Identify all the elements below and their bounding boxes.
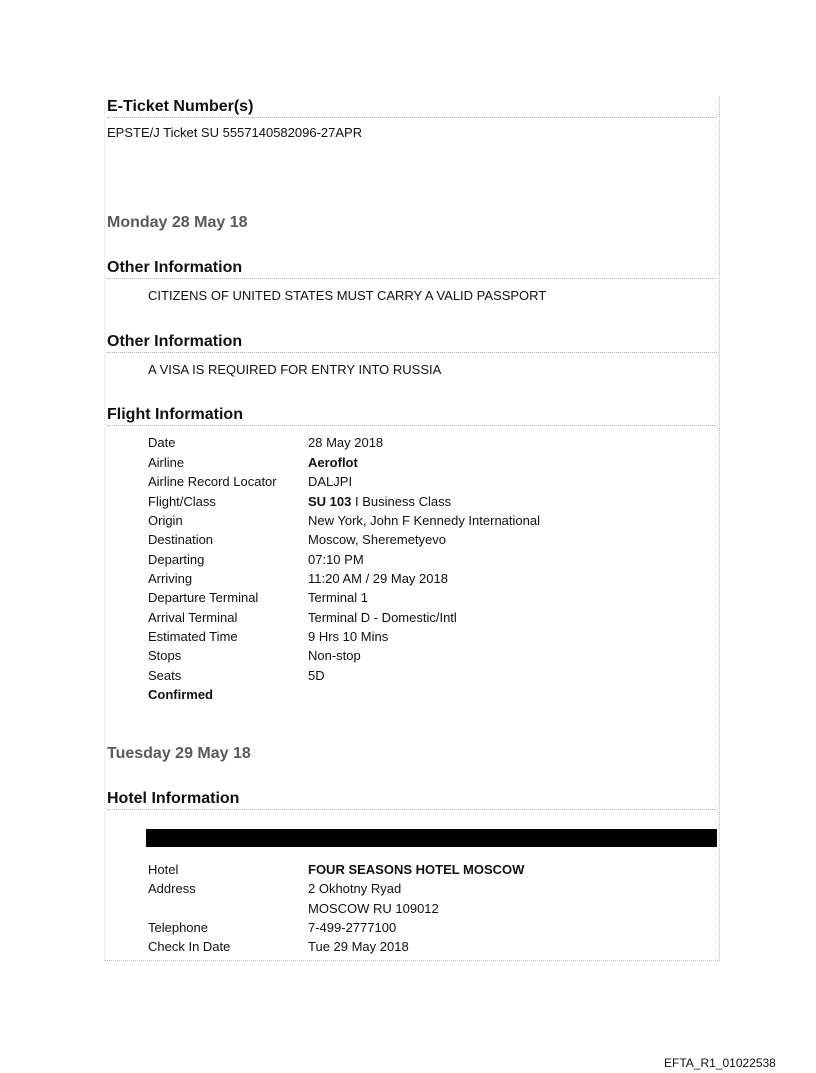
flight-label-stops: Stops	[148, 648, 182, 663]
flight-value-estimated-time: 9 Hrs 10 Mins	[308, 629, 389, 644]
flight-value-date: 28 May 2018	[308, 435, 384, 450]
hotel-value-telephone: 7-499-2777100	[308, 920, 397, 935]
flight-value-seats: 5D	[308, 668, 325, 683]
eticket-header: E-Ticket Number(s)	[107, 97, 717, 118]
flight-value-destination: Moscow, Sheremetyevo	[308, 532, 447, 547]
flight-label-origin: Origin	[148, 513, 183, 528]
flight-value-departing: 07:10 PM	[308, 552, 364, 567]
eticket-line: EPSTE/J Ticket SU 5557140582096-27APR	[107, 125, 363, 140]
flight-info-header: Flight Information	[107, 405, 717, 426]
flight-value-origin: New York, John F Kennedy International	[308, 513, 540, 528]
flight-value-record-locator: DALJPI	[308, 474, 353, 489]
hotel-value-name: FOUR SEASONS HOTEL MOSCOW	[308, 862, 525, 877]
flight-value-stops: Non-stop	[308, 648, 361, 663]
hotel-label-name: Hotel	[148, 862, 179, 877]
flight-label-arrival-terminal: Arrival Terminal	[148, 610, 238, 625]
flight-value-airline: Aeroflot	[308, 455, 358, 470]
flight-label-departing: Departing	[148, 552, 205, 567]
flight-value-departure-terminal: Terminal 1	[308, 590, 368, 605]
flight-label-departure-terminal: Departure Terminal	[148, 590, 259, 605]
flight-label-estimated-time: Estimated Time	[148, 629, 238, 644]
other-info-text-2: A VISA IS REQUIRED FOR ENTRY INTO RUSSIA	[148, 362, 442, 377]
flight-number: SU 103	[308, 494, 352, 509]
other-info-header-2: Other Information	[107, 332, 717, 353]
flight-class: I Business Class	[351, 494, 452, 509]
flight-label-airline: Airline	[148, 455, 185, 470]
flight-label-seats: Seats	[148, 668, 182, 683]
flight-value-arrival-terminal: Terminal D - Domestic/Intl	[308, 610, 457, 625]
hotel-value-address-line1: 2 Okhotny Ryad	[308, 881, 402, 896]
day-heading-tuesday: Tuesday 29 May 18	[107, 745, 251, 762]
hotel-value-check-in: Tue 29 May 2018	[308, 939, 409, 954]
other-info-header-1: Other Information	[107, 258, 717, 279]
flight-label-destination: Destination	[148, 532, 214, 547]
hotel-info-header: Hotel Information	[107, 789, 717, 810]
hotel-label-address: Address	[148, 881, 196, 896]
flight-label-flight-class: Flight/Class	[148, 494, 216, 509]
hotel-value-address-line2: MOSCOW RU 109012	[308, 901, 439, 916]
flight-value-flight-class	[308, 494, 451, 510]
hotel-label-telephone: Telephone	[148, 920, 208, 935]
day-heading-monday: Monday 28 May 18	[107, 214, 248, 231]
flight-value-arriving: 11:20 AM / 29 May 2018	[308, 571, 448, 586]
redaction-bar	[146, 829, 717, 847]
hotel-label-check-in: Check In Date	[148, 939, 231, 954]
document-id: EFTA_R1_01022538	[664, 1056, 776, 1070]
flight-label-arriving: Arriving	[148, 571, 193, 586]
other-info-text-1: CITIZENS OF UNITED STATES MUST CARRY A VALID PASSPORT	[148, 288, 547, 303]
flight-status-confirmed: Confirmed	[148, 687, 213, 702]
flight-label-record-locator: Airline Record Locator	[148, 474, 277, 489]
flight-label-date: Date	[148, 435, 176, 450]
